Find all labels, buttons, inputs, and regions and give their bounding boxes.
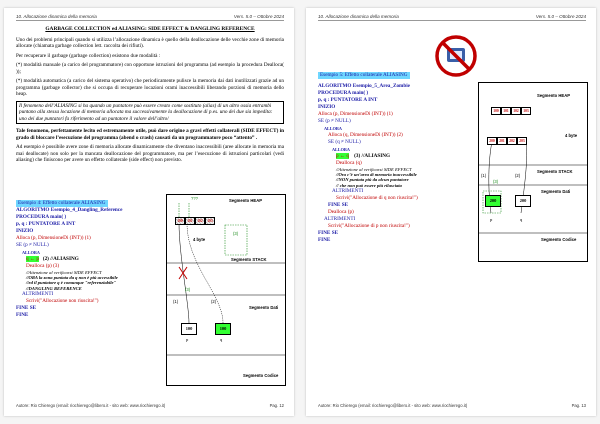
size-label: 4 byte — [565, 133, 578, 138]
heap-cell: 100 — [175, 217, 185, 225]
page-body — [16, 26, 284, 167]
example-label: Esempio 4: Effetto collaterale ALIASING — [18, 200, 106, 206]
code-comment: //ORA la zona puntata da q non è più accessibile — [26, 275, 118, 281]
code-comment: //NON puntata più da alcun puntatore — [336, 177, 409, 183]
code-line: Alloca (p, DimensioneDi (INT)) (1) — [318, 111, 393, 117]
code-line: FINE SE — [16, 304, 37, 311]
code-segment-label: Segmento Codice — [541, 237, 577, 242]
code-line: FINE — [16, 311, 29, 318]
code-listing — [16, 200, 122, 319]
code-line: SE (p ≠ NULL) — [318, 118, 351, 124]
stack-label: Segmento STACK — [231, 257, 267, 262]
heap-cells — [175, 217, 215, 225]
footer-page-number: Pag. 12 — [269, 403, 284, 408]
heap-cell: 103 — [205, 217, 215, 225]
heap-cell: 102 — [195, 217, 205, 225]
heap-cell: 101 — [501, 107, 511, 115]
code-line: ALTRIMENTI — [324, 215, 356, 222]
code-line: ALTRIMENTI — [332, 187, 364, 194]
stack-label: Segmento STACK — [537, 169, 573, 174]
code-comment: //DANGLING REFERENCE — [26, 285, 82, 291]
heap-cell: 202 — [507, 137, 517, 145]
step-marker: (1) — [173, 299, 179, 304]
footer-page-number: Pag. 13 — [571, 403, 586, 408]
code-line: FINE — [318, 236, 331, 243]
variable-q-name: q — [520, 217, 523, 222]
code-line: Dealloca (p) (3) — [26, 263, 60, 269]
heap-cell: 201 — [497, 137, 507, 145]
code-line: Scrivi("Allocazione di q non riuscita!") — [336, 194, 418, 201]
code-line: FINE SE — [328, 201, 349, 208]
header-version: Vers. 5.0 – Ottobre 2024 — [233, 14, 284, 19]
code-line: Dealloca (q) — [336, 160, 362, 166]
code-comment: //Attenzione al verificarsi SIDE EFFECT — [26, 270, 102, 275]
step-marker: (3) — [185, 287, 191, 292]
paragraph: (*) modalità manuale (a carico del programmatore) con opportune istruzioni del programma (ad esempio la procedura Dealloca( )); — [16, 62, 284, 75]
heap-cell: 200 — [487, 137, 497, 145]
page-13 — [306, 8, 596, 416]
step-marker: (1) — [481, 173, 487, 178]
code-line: ALGORITMO Esempio_5_Area_Zombie — [318, 83, 410, 89]
code-line: PROCEDURA main( ) — [16, 214, 67, 220]
code-line: SE (q ≠ NULL) — [328, 139, 361, 145]
section-title: GARBAGE COLLECTION ed ALIASING: SIDE EFFECT & DANGLING REFERENCE — [45, 26, 255, 32]
code-line: FINE SE — [318, 229, 339, 236]
code-comment: //Ora c’è un’area di memoria inaccessibile — [336, 172, 417, 178]
heap-cell: 102 — [511, 107, 521, 115]
heap-label: Segmento HEAP — [537, 93, 571, 98]
data-segment-label: Segmento Dati — [249, 305, 279, 310]
heap-cells-b — [487, 137, 527, 145]
code-line-highlight: q ← p — [26, 256, 39, 262]
code-line: p, q : PUNTATORE A INT — [318, 97, 378, 103]
header-version: Vers. 5.0 – Ottobre 2024 — [535, 14, 586, 19]
code-line: ALGORITMO Esempio_4_Dangling_Reference — [16, 207, 123, 213]
variable-q-box: 200 — [515, 195, 531, 207]
page-footer — [16, 403, 284, 408]
data-segment-label: Segmento Dati — [541, 189, 571, 194]
variable-p-box: 100 — [181, 323, 197, 335]
heap-cell: 103 — [521, 107, 531, 115]
no-aliasing-sign-icon — [434, 34, 478, 78]
code-comment: //Attenzione al verificarsi SIDE EFFECT — [336, 167, 412, 172]
code-line: ALLORA — [332, 147, 350, 152]
code-line: ALLORA — [324, 126, 342, 131]
step-marker: (3) — [493, 179, 499, 184]
footer-author: Autore: Rio Chierego (email: riochierego@libero.it - sito web: www.riochierego.it) — [318, 403, 468, 408]
code-line: INIZIO — [318, 104, 336, 110]
heap-cell: 203 — [517, 137, 527, 145]
heap-label: Segmento HEAP — [229, 198, 263, 203]
memory-diagram — [166, 194, 286, 386]
code-segment-label: Segmento Codice — [243, 373, 279, 378]
code-line: Dealloca (p) — [328, 208, 354, 215]
page-footer — [318, 403, 586, 408]
header-title: 10. Allocazione dinamica della memoria — [16, 14, 97, 19]
code-line: Alloca (p, DimensioneDi (INT)) (1) — [16, 235, 91, 241]
step-marker: (2) — [515, 173, 521, 178]
header-title: 10. Allocazione dinamica della memoria — [318, 14, 399, 19]
paragraph: Uno dei problemi principali quando si utilizza l’allocazione dinamica è quello della deallocazione delle vecchie zone di memoria allocate (chiamata garbage collection lett. raccolta dei rifiuti). — [16, 36, 284, 49]
footer-author: Autore: Rio Chierego (email: riochierego@libero.it - sito web: www.riochierego.it) — [16, 403, 166, 408]
code-comment: //ed il puntatore q è comunque "referenziabile" — [26, 280, 117, 286]
code-line-comment: (3) //ALIASING — [354, 153, 391, 159]
code-line-highlight: p ← q — [336, 153, 349, 159]
variable-p-name: p — [186, 337, 189, 342]
variable-p-name: p — [490, 217, 493, 222]
code-line: INIZIO — [16, 228, 34, 234]
code-line: p, q : PUNTATORE A INT — [16, 221, 76, 227]
code-line: PROCEDURA main( ) — [318, 90, 369, 96]
code-line: SE (p ≠ NULL) — [16, 242, 49, 248]
memory-diagram — [478, 82, 588, 262]
heap-cell: 100 — [491, 107, 501, 115]
unknown-marker: ??? — [191, 196, 198, 201]
step-marker: (3) — [233, 231, 239, 236]
step-marker: (2) — [211, 299, 217, 304]
page-12 — [4, 8, 294, 416]
code-line: Alloca (q, DimensioneDi (INT)) (2) — [328, 132, 403, 138]
page-header — [318, 14, 586, 21]
code-line: Scrivi("Allocazione di p non riuscita!") — [328, 222, 410, 229]
paragraph: (*) modalità automatica (a carico del sistema operativo) che periodicamente pulisce la memoria dai dati inutilizzati grazie ad un programma (garbage collector) che si occupa di recuperare locazioni orami inaccessibili liberando porzioni di memoria dello heap. — [16, 78, 284, 97]
paragraph: Per recuperare il garbage (garbage collection) esistono due modalità : — [16, 52, 161, 59]
paragraph: Ad esempio è possibile avere zone di memoria allocate dinamicamente che diventano inaccessibili (aree allocate in memoria ma mai deallocate) non solo per la mancata deallocazione del programmatore, ma per l’esecuzione di istruzioni particolari (vedi aliasing) che finiscono per avere un effetto collaterale (side effect) non previsto. — [16, 144, 284, 163]
variable-q-box: 100 — [215, 323, 231, 335]
code-listing — [318, 72, 418, 244]
aliasing-definition-box: Il fenomeno dell’ALIASING si ha quando un puntatore può essere creato come sostituto (alias) di un altro ossia entrambi puntano alla stessa locazione di memoria allocata ma successivamente la deallocazione di p.es. uno dei due sia impedita: uno dei due puntatori fa riferimento ad un puntatore il valore dell’altro/ — [16, 101, 284, 125]
code-comment: // che non può essere più rilasciata — [336, 182, 402, 188]
code-line: Scrivi("Allocazione non riuscita!") — [26, 297, 99, 304]
variable-p-box: 200 — [485, 195, 501, 207]
variable-q-name: q — [220, 337, 223, 342]
code-line-comment: (2) //ALIASING — [42, 256, 79, 262]
heap-cell: 101 — [185, 217, 195, 225]
heap-cells-a — [491, 107, 531, 115]
page-header — [16, 14, 284, 21]
size-label: 4 byte — [193, 237, 206, 242]
code-line: ALLORA — [22, 250, 40, 255]
paragraph-bold: Tale fenomeno, perfettamente lecito ed estremamente utile, può dare origine a gravi effetti collaterali (SIDE EFFECT) in grado di bloccare l’esecuzione del programma (abend o crash) causati da un programmatore poco “attento” . — [16, 128, 284, 141]
code-line: ALTRIMENTI — [22, 290, 54, 297]
example-label: Esempio 5: Effetto collaterale ALIASING — [320, 72, 408, 78]
